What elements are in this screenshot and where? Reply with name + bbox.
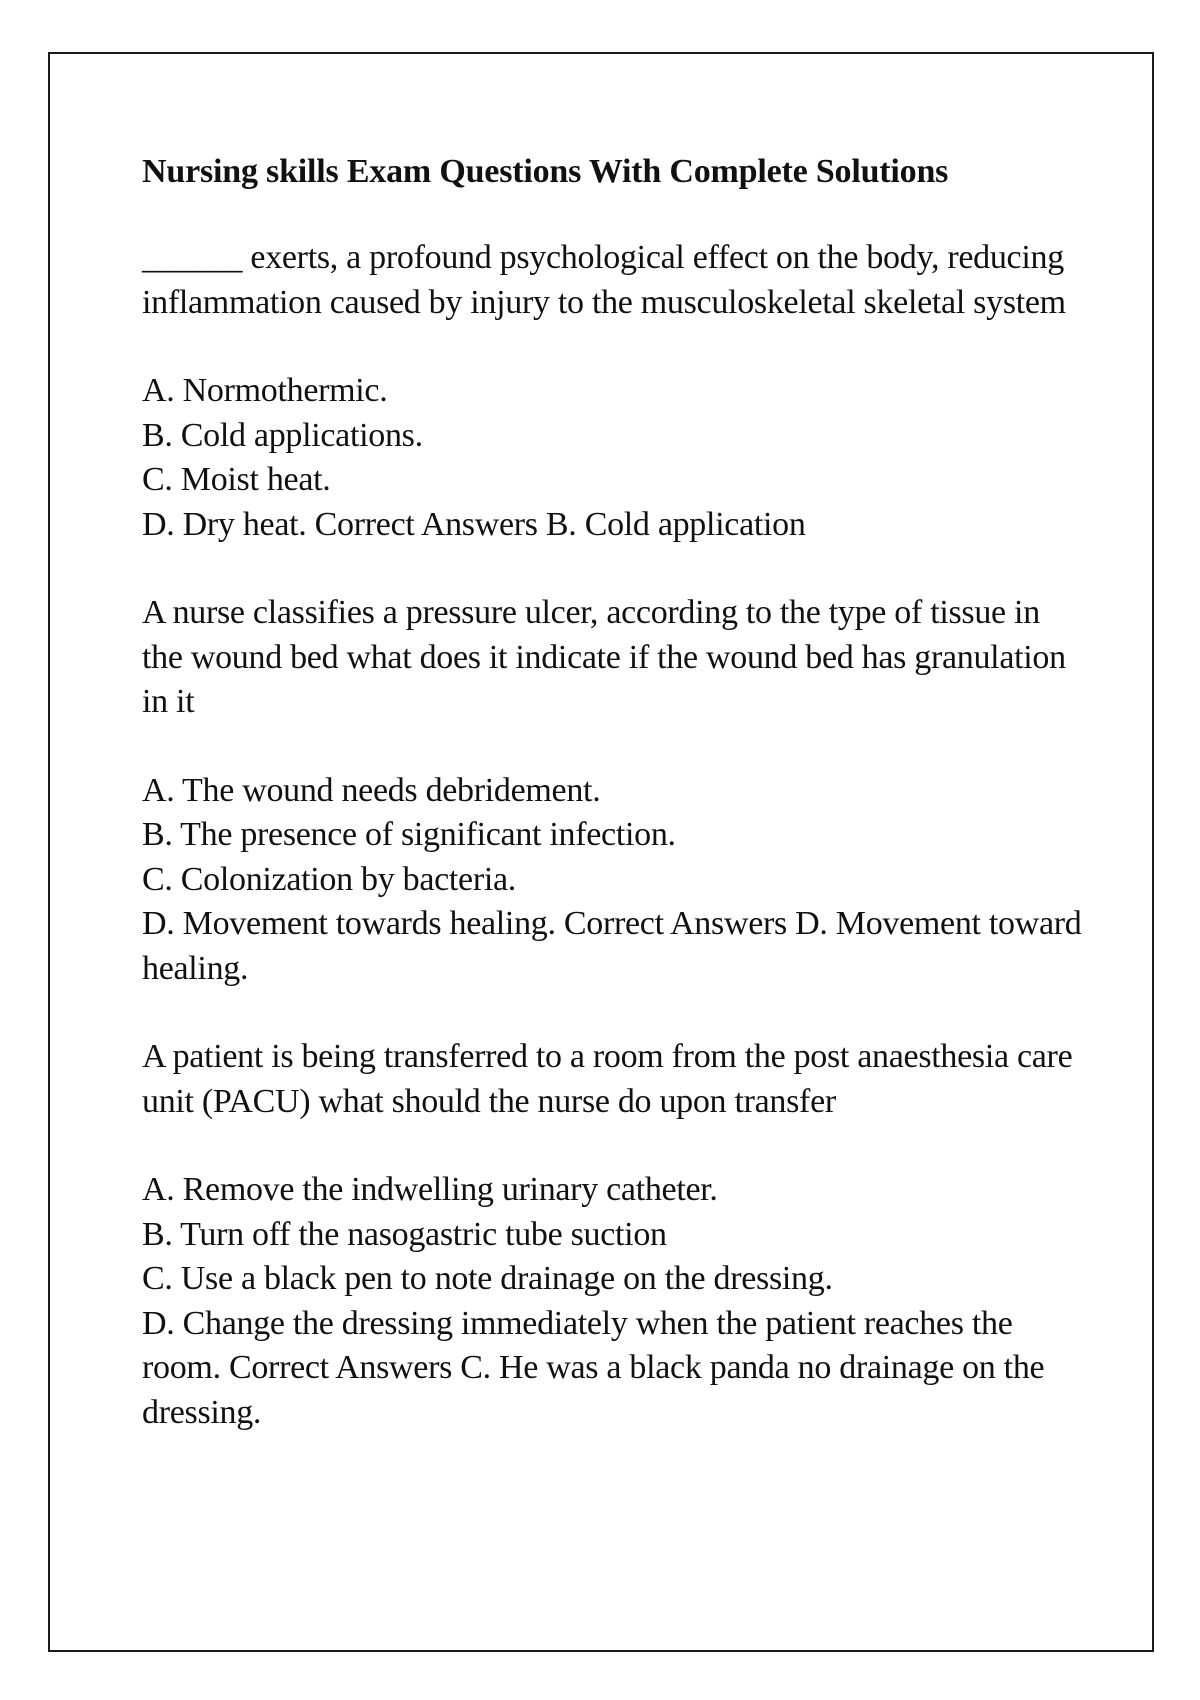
option-b: B. The presence of significant infection.: [142, 816, 676, 853]
question-1: [142, 236, 1082, 547]
option-d-with-answer: D. Dry heat. Correct Answers B. Cold application: [142, 505, 806, 543]
answer-options: [142, 769, 1082, 992]
option-a: A. The wound needs debridement.: [142, 771, 601, 809]
option-c: C. Colonization by bacteria.: [142, 860, 517, 898]
option-c: C. Use a black pen to note drainage on the dressing.: [142, 1260, 833, 1297]
option-b: B. Turn off the nasogastric tube suction: [142, 1215, 667, 1253]
option-d-with-answer: D. Movement towards healing. Correct Answers D. Movement toward healing.: [142, 905, 1082, 987]
question-2: [142, 591, 1082, 991]
option-b: B. Cold applications.: [142, 416, 423, 454]
question-stem: A patient is being transferred to a room from the post anaesthesia care unit (PACU) what should the nurse do upon transfer: [142, 1038, 1073, 1120]
document-content: [142, 150, 1082, 1479]
option-c: C. Moist heat.: [142, 461, 331, 498]
answer-options: [142, 369, 1082, 547]
answer-options: [142, 1168, 1082, 1435]
option-d-with-answer: D. Change the dressing immediately when the patient reaches the room. Correct Answers C. He was a black panda no drainage on the dressing.: [142, 1304, 1045, 1431]
question-stem: A nurse classifies a pressure ulcer, according to the type of tissue in the wound bed what does it indicate if the wound bed has granulation in it: [142, 594, 1066, 720]
question-stem: ______ exerts, a profound psychological effect on the body, reducing inflammation caused by injury to the musculoskeletal skeletal system: [142, 239, 1066, 321]
option-a: A. Normothermic.: [142, 372, 388, 409]
document-title: Nursing skills Exam Questions With Complete Solutions: [142, 153, 949, 190]
option-a: A. Remove the indwelling urinary catheter.: [142, 1171, 718, 1208]
question-3: [142, 1035, 1082, 1435]
